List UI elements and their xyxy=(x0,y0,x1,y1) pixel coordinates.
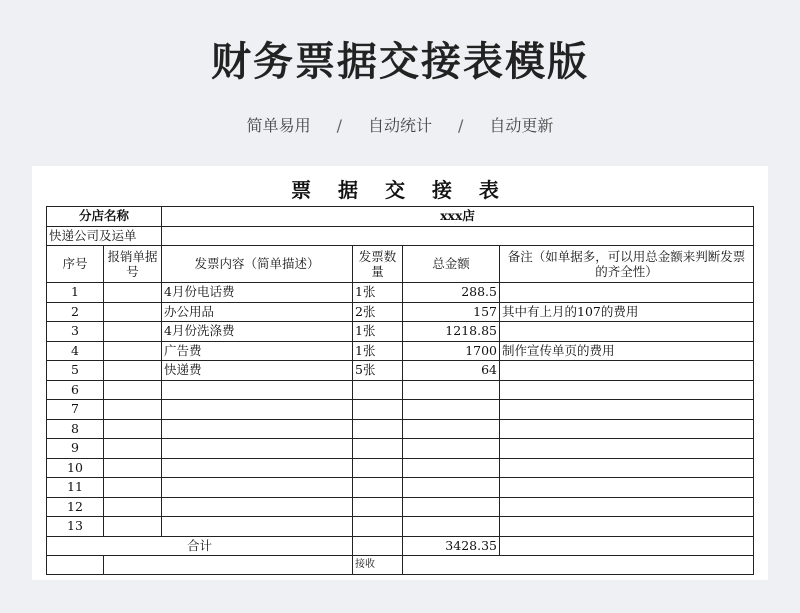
cell-note[interactable] xyxy=(500,283,754,303)
cell-reimb[interactable] xyxy=(104,439,162,459)
cell-amount[interactable]: 1700 xyxy=(403,341,500,361)
cell-seq[interactable]: 13 xyxy=(47,517,104,537)
total-note-cell[interactable] xyxy=(500,536,754,556)
receiver-cell[interactable] xyxy=(47,556,104,575)
receiver-row xyxy=(47,556,754,575)
cell-reimb[interactable] xyxy=(104,517,162,537)
cell-count[interactable] xyxy=(353,458,403,478)
table-row xyxy=(47,497,754,517)
cell-amount[interactable]: 1218.85 xyxy=(403,322,500,342)
receiver-label: 接收 xyxy=(353,556,403,575)
table-row xyxy=(47,419,754,439)
table-row xyxy=(47,517,754,537)
cell-seq[interactable]: 9 xyxy=(47,439,104,459)
total-label: 合计 xyxy=(47,536,353,556)
table-row xyxy=(47,322,754,342)
cell-content[interactable] xyxy=(162,478,353,498)
cell-note[interactable] xyxy=(500,419,754,439)
table-row xyxy=(47,361,754,381)
table-row xyxy=(47,439,754,459)
cell-content[interactable] xyxy=(162,439,353,459)
cell-reimb[interactable] xyxy=(104,283,162,303)
table-row xyxy=(47,400,754,420)
cell-amount[interactable] xyxy=(403,497,500,517)
cell-reimb[interactable] xyxy=(104,380,162,400)
cell-content[interactable] xyxy=(162,497,353,517)
receiver-cell[interactable] xyxy=(403,556,754,575)
cell-seq[interactable]: 11 xyxy=(47,478,104,498)
cell-amount[interactable] xyxy=(403,439,500,459)
branch-value-cell[interactable]: xxx店 xyxy=(162,207,754,227)
courier-value-cell[interactable] xyxy=(162,226,754,246)
cell-count[interactable] xyxy=(353,439,403,459)
cell-count[interactable]: 1张 xyxy=(353,283,403,303)
cell-reimb[interactable] xyxy=(104,478,162,498)
courier-row xyxy=(47,226,754,246)
cell-reimb[interactable] xyxy=(104,419,162,439)
cell-content[interactable] xyxy=(162,458,353,478)
cell-reimb[interactable] xyxy=(104,341,162,361)
cell-content[interactable]: 快递费 xyxy=(162,361,353,381)
tag-auto-stats: 自动统计 xyxy=(367,116,432,135)
table-row xyxy=(47,302,754,322)
cell-content[interactable]: 4月份洗涤费 xyxy=(162,322,353,342)
tag-easy: 简单易用 xyxy=(246,116,311,135)
cell-reimb[interactable] xyxy=(104,458,162,478)
cell-amount[interactable] xyxy=(403,458,500,478)
tag-auto-update: 自动更新 xyxy=(489,116,554,135)
page-title: 财务票据交接表模版 xyxy=(211,39,589,85)
cell-note[interactable] xyxy=(500,458,754,478)
total-row xyxy=(47,536,754,556)
total-value: 3428.35 xyxy=(403,536,500,556)
cell-amount[interactable] xyxy=(403,517,500,537)
table-row xyxy=(47,478,754,498)
cell-content[interactable] xyxy=(162,419,353,439)
cell-note[interactable]: 制作宣传单页的费用 xyxy=(500,341,754,361)
branch-row xyxy=(47,207,754,227)
cell-content[interactable]: 广告费 xyxy=(162,341,353,361)
receiver-cell[interactable] xyxy=(104,556,353,575)
cell-count[interactable] xyxy=(353,478,403,498)
tag-separator: / xyxy=(458,116,464,135)
spreadsheet-sheet xyxy=(32,166,768,580)
cell-seq[interactable]: 1 xyxy=(47,283,104,303)
cell-count[interactable]: 5张 xyxy=(353,361,403,381)
header-amount: 总金额 xyxy=(403,246,500,283)
handover-table xyxy=(46,206,754,575)
cell-seq[interactable]: 2 xyxy=(47,302,104,322)
table-row xyxy=(47,341,754,361)
cell-content[interactable]: 办公用品 xyxy=(162,302,353,322)
cell-content[interactable] xyxy=(162,380,353,400)
cell-amount[interactable]: 64 xyxy=(403,361,500,381)
cell-count[interactable] xyxy=(353,400,403,420)
cell-note[interactable] xyxy=(500,439,754,459)
tag-separator: / xyxy=(336,116,342,135)
cell-seq[interactable]: 10 xyxy=(47,458,104,478)
cell-content[interactable]: 4月份电话费 xyxy=(162,283,353,303)
cell-amount[interactable] xyxy=(403,380,500,400)
cell-seq[interactable]: 7 xyxy=(47,400,104,420)
cell-note[interactable] xyxy=(500,322,754,342)
cell-amount[interactable]: 288.5 xyxy=(403,283,500,303)
cell-content[interactable] xyxy=(162,400,353,420)
cell-note[interactable] xyxy=(500,497,754,517)
cell-count[interactable]: 1张 xyxy=(353,322,403,342)
cell-reimb[interactable] xyxy=(104,302,162,322)
cell-seq[interactable]: 5 xyxy=(47,361,104,381)
cell-amount[interactable] xyxy=(403,419,500,439)
cell-reimb[interactable] xyxy=(104,322,162,342)
cell-amount[interactable]: 157 xyxy=(403,302,500,322)
cell-count[interactable] xyxy=(353,380,403,400)
cell-count[interactable]: 2张 xyxy=(353,302,403,322)
cell-count[interactable] xyxy=(353,419,403,439)
cell-seq[interactable]: 6 xyxy=(47,380,104,400)
cell-note[interactable]: 其中有上月的107的费用 xyxy=(500,302,754,322)
cell-count[interactable] xyxy=(353,517,403,537)
cell-count[interactable] xyxy=(353,497,403,517)
cell-reimb[interactable] xyxy=(104,361,162,381)
courier-label: 快递公司及运单 xyxy=(47,226,162,246)
cell-note[interactable] xyxy=(500,400,754,420)
header-note: 备注（如单据多，可以用总金额来判断发票的齐全性） xyxy=(500,246,754,283)
header-content: 发票内容（简单描述） xyxy=(162,246,353,283)
header-reimb: 报销单据号 xyxy=(104,246,162,283)
table-row xyxy=(47,283,754,303)
cell-seq[interactable]: 8 xyxy=(47,419,104,439)
cell-note[interactable] xyxy=(500,361,754,381)
cell-note[interactable] xyxy=(500,478,754,498)
cell-seq[interactable]: 12 xyxy=(47,497,104,517)
cell-note[interactable] xyxy=(500,380,754,400)
branch-label: 分店名称 xyxy=(47,207,162,227)
cell-seq[interactable]: 4 xyxy=(47,341,104,361)
table-row xyxy=(47,380,754,400)
header-seq: 序号 xyxy=(47,246,104,283)
cell-count[interactable]: 1张 xyxy=(353,341,403,361)
table-row xyxy=(47,458,754,478)
cell-seq[interactable]: 3 xyxy=(47,322,104,342)
form-title: 票 据 交 接 表 xyxy=(291,178,509,202)
cell-amount[interactable] xyxy=(403,478,500,498)
total-count-cell[interactable] xyxy=(353,536,403,556)
cell-note[interactable] xyxy=(500,517,754,537)
cell-amount[interactable] xyxy=(403,400,500,420)
cell-content[interactable] xyxy=(162,517,353,537)
cell-reimb[interactable] xyxy=(104,400,162,420)
column-header-row xyxy=(47,246,754,283)
header-count: 发票数量 xyxy=(353,246,403,283)
feature-tags xyxy=(0,113,800,136)
cell-reimb[interactable] xyxy=(104,497,162,517)
